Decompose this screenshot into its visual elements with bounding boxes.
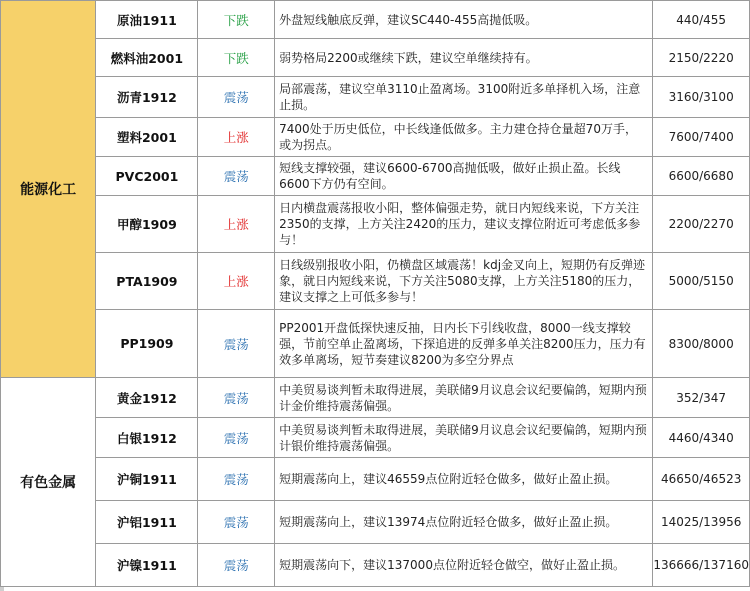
table-row [1,458,750,501]
price-range: 5000/5150 [653,253,750,310]
advice-text: 日内横盘震荡报收小阳，整体偏强走势，就日内短线来说，下方关注2350的支撑，上方关注2420的压力，建议支撑位附近可考虑低多参与！ [275,196,653,253]
price-range: 14025/13956 [653,501,750,544]
advice-text: 短期震荡向上，建议13974点位附近轻仓做多，做好止盈止损。 [275,501,653,544]
price-range: 136666/137160 [653,544,750,587]
trend-label: 上涨 [198,196,275,253]
contract-name: 白银1912 [96,418,198,458]
trend-label: 下跌 [198,1,275,39]
table-row [1,1,750,39]
trend-label: 震荡 [198,501,275,544]
contract-name: 原油1911 [96,1,198,39]
contract-name: 甲醇1909 [96,196,198,253]
table-row [1,378,750,418]
table-row [1,157,750,196]
price-range: 2150/2220 [653,39,750,77]
contract-name: PVC2001 [96,157,198,196]
contract-name: 沪铝1911 [96,501,198,544]
contract-name: 塑料2001 [96,118,198,157]
price-range: 440/455 [653,1,750,39]
contract-name: 沪镍1911 [96,544,198,587]
trend-label: 震荡 [198,544,275,587]
trend-label: 上涨 [198,118,275,157]
price-range: 46650/46523 [653,458,750,501]
table-row [1,196,750,253]
trend-label: 上涨 [198,253,275,310]
price-range: 2200/2270 [653,196,750,253]
contract-name: 沥青1912 [96,77,198,118]
table-row [1,118,750,157]
price-range: 352/347 [653,378,750,418]
contract-name: PTA1909 [96,253,198,310]
table-row [1,501,750,544]
category-energy: 能源化工 [1,1,96,378]
price-range: 8300/8000 [653,310,750,378]
table-row [1,39,750,77]
category-metal: 有色金属 [1,378,96,587]
trend-label: 震荡 [198,310,275,378]
advice-text: 短期震荡向上，建议46559点位附近轻仓做多，做好止盈止损。 [275,458,653,501]
price-range: 3160/3100 [653,77,750,118]
price-range: 6600/6680 [653,157,750,196]
contract-name: PP1909 [96,310,198,378]
contract-name: 黄金1912 [96,378,198,418]
table-row [1,77,750,118]
price-range: 7600/7400 [653,118,750,157]
table-row [1,310,750,378]
trend-label: 震荡 [198,418,275,458]
contract-name: 沪铜1911 [96,458,198,501]
advice-text: 短期震荡向下，建议137000点位附近轻仓做空，做好止盈止损。 [275,544,653,587]
advice-text: 外盘短线触底反弹，建议SC440-455高抛低吸。 [275,1,653,39]
trend-label: 下跌 [198,39,275,77]
advice-text: 局部震荡，建议空单3110止盈离场。3100附近多单择机入场，注意止损。 [275,77,653,118]
advice-text: PP2001开盘低探快速反抽，日内长下引线收盘，8000一线支撑较强，节前空单止盈离场，下探追进的反弹多单关注8200压力，压力有效多单离场，短节奏建议8200为多空分界点 [275,310,653,378]
trend-label: 震荡 [198,77,275,118]
contract-name: 燃料油2001 [96,39,198,77]
advice-text: 中美贸易谈判暂未取得进展，美联储9月议息会议纪要偏鸽，短期内预计金价维持震荡偏强。 [275,378,653,418]
trend-label: 震荡 [198,458,275,501]
table-row [1,418,750,458]
advice-text: 短线支撑较强，建议6600-6700高抛低吸，做好止损止盈。长线6600下方仍有空间。 [275,157,653,196]
advice-text: 7400处于历史低位，中长线逢低做多。主力建仓持仓量超70万手，或为拐点。 [275,118,653,157]
trend-label: 震荡 [198,378,275,418]
price-range: 4460/4340 [653,418,750,458]
advice-text: 日线级别报收小阳，仍横盘区域震荡！kdj金叉向上，短期仍有反弹迹象，就日内短线来说，下方关注5080支撑，上方关注5180的压力，建议支撑之上可低多参与！ [275,253,653,310]
table-row [1,544,750,587]
table-row [1,253,750,310]
advice-text: 弱势格局2200或继续下跌，建议空单继续持有。 [275,39,653,77]
advice-text: 中美贸易谈判暂未取得进展，美联储9月议息会议纪要偏鸽，短期内预计银价维持震荡偏强。 [275,418,653,458]
trend-label: 震荡 [198,157,275,196]
